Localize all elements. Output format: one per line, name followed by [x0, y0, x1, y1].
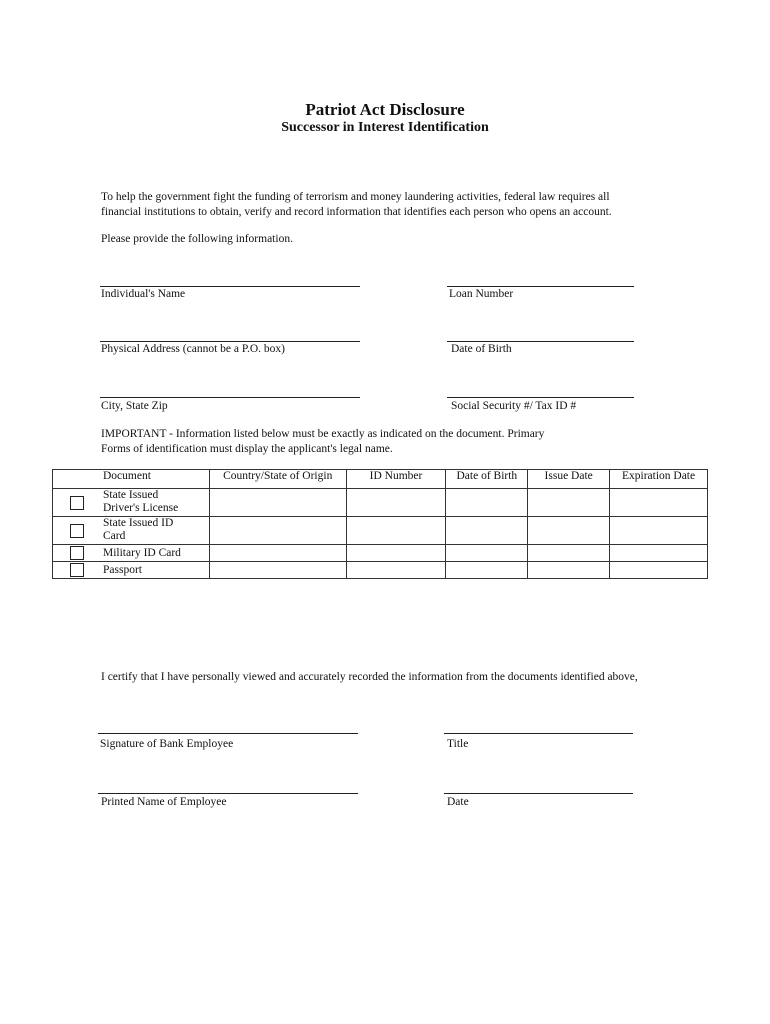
- city-state-zip-line[interactable]: [100, 397, 360, 398]
- title-line[interactable]: [444, 733, 633, 734]
- physical-address-label: Physical Address (cannot be a P.O. box): [101, 343, 285, 355]
- cell-expiration-date[interactable]: [610, 562, 708, 579]
- doc-passport: [53, 562, 210, 579]
- intro-paragraph: [101, 190, 661, 220]
- cell-date-of-birth[interactable]: [446, 489, 528, 517]
- doc-label-line2: Card: [103, 530, 126, 542]
- header-date-of-birth: Date of Birth: [446, 470, 528, 489]
- doc-label-line2: Driver's License: [103, 502, 179, 514]
- intro-line-1: To help the government fight the funding of terrorism and money laundering activities, federal law requires all: [101, 191, 610, 203]
- important-line-2: Forms of identification must display the applicant's legal name.: [101, 443, 393, 455]
- intro-line-2: financial institutions to obtain, verify and record information that identifies each person who opens an account.: [101, 206, 612, 218]
- cell-country-state[interactable]: [209, 545, 346, 562]
- cell-date-of-birth[interactable]: [446, 562, 528, 579]
- cell-issue-date[interactable]: [528, 517, 610, 545]
- cell-id-number[interactable]: [346, 562, 446, 579]
- ssn-tax-id-line[interactable]: [447, 397, 634, 398]
- doc-label-line1: Passport: [103, 564, 142, 576]
- important-note: [101, 427, 661, 457]
- table-row: [53, 562, 708, 579]
- certification-text: I certify that I have personally viewed and accurately recorded the information from the documents identified above,: [101, 671, 638, 683]
- identification-table: [52, 469, 708, 579]
- header-document: Document: [53, 470, 210, 489]
- table-row: [53, 489, 708, 517]
- city-state-zip-label: City, State Zip: [101, 400, 168, 412]
- date-line[interactable]: [444, 793, 633, 794]
- doc-label-line1: Military ID Card: [103, 547, 181, 559]
- cell-id-number[interactable]: [346, 489, 446, 517]
- doc-drivers-license: [53, 489, 210, 517]
- doc-label-line1: State Issued: [103, 489, 159, 501]
- cell-date-of-birth[interactable]: [446, 517, 528, 545]
- state-id-checkbox[interactable]: [70, 524, 84, 538]
- cell-issue-date[interactable]: [528, 562, 610, 579]
- cell-issue-date[interactable]: [528, 489, 610, 517]
- doc-state-id: [53, 517, 210, 545]
- header-id-number: ID Number: [346, 470, 446, 489]
- table-header-row: [53, 470, 708, 489]
- important-line-1: IMPORTANT - Information listed below must be exactly as indicated on the document. Primary: [101, 428, 545, 440]
- cell-country-state[interactable]: [209, 562, 346, 579]
- loan-number-label: Loan Number: [449, 288, 514, 300]
- cell-date-of-birth[interactable]: [446, 545, 528, 562]
- printed-name-line[interactable]: [98, 793, 358, 794]
- doc-label-line1: State Issued ID: [103, 517, 174, 529]
- cell-country-state[interactable]: [209, 489, 346, 517]
- header-country-state: Country/State of Origin: [209, 470, 346, 489]
- bank-employee-signature-label: Signature of Bank Employee: [100, 738, 234, 750]
- cell-expiration-date[interactable]: [610, 517, 708, 545]
- header-expiration-date: Expiration Date: [610, 470, 708, 489]
- header-issue-date: Issue Date: [528, 470, 610, 489]
- date-of-birth-line[interactable]: [447, 341, 634, 342]
- cell-expiration-date[interactable]: [610, 545, 708, 562]
- cell-country-state[interactable]: [209, 517, 346, 545]
- page-subtitle: Successor in Interest Identification: [281, 120, 489, 135]
- intro-request: Please provide the following information.: [101, 233, 293, 245]
- ssn-tax-id-label: Social Security #/ Tax ID #: [451, 400, 577, 412]
- cell-expiration-date[interactable]: [610, 489, 708, 517]
- page-title: Patriot Act Disclosure: [305, 100, 465, 119]
- printed-name-label: Printed Name of Employee: [101, 796, 227, 808]
- individual-name-line[interactable]: [100, 286, 360, 287]
- cell-issue-date[interactable]: [528, 545, 610, 562]
- date-of-birth-label: Date of Birth: [451, 343, 512, 355]
- doc-military-id: [53, 545, 210, 562]
- passport-checkbox[interactable]: [70, 563, 84, 577]
- individual-name-label: Individual's Name: [101, 288, 186, 300]
- drivers-license-checkbox[interactable]: [70, 496, 84, 510]
- bank-employee-signature-line[interactable]: [98, 733, 358, 734]
- title-label: Title: [447, 738, 469, 750]
- table-row: [53, 545, 708, 562]
- date-label: Date: [447, 796, 469, 808]
- loan-number-line[interactable]: [447, 286, 634, 287]
- military-id-checkbox[interactable]: [70, 546, 84, 560]
- table-row: [53, 517, 708, 545]
- physical-address-line[interactable]: [100, 341, 360, 342]
- cell-id-number[interactable]: [346, 545, 446, 562]
- cell-id-number[interactable]: [346, 517, 446, 545]
